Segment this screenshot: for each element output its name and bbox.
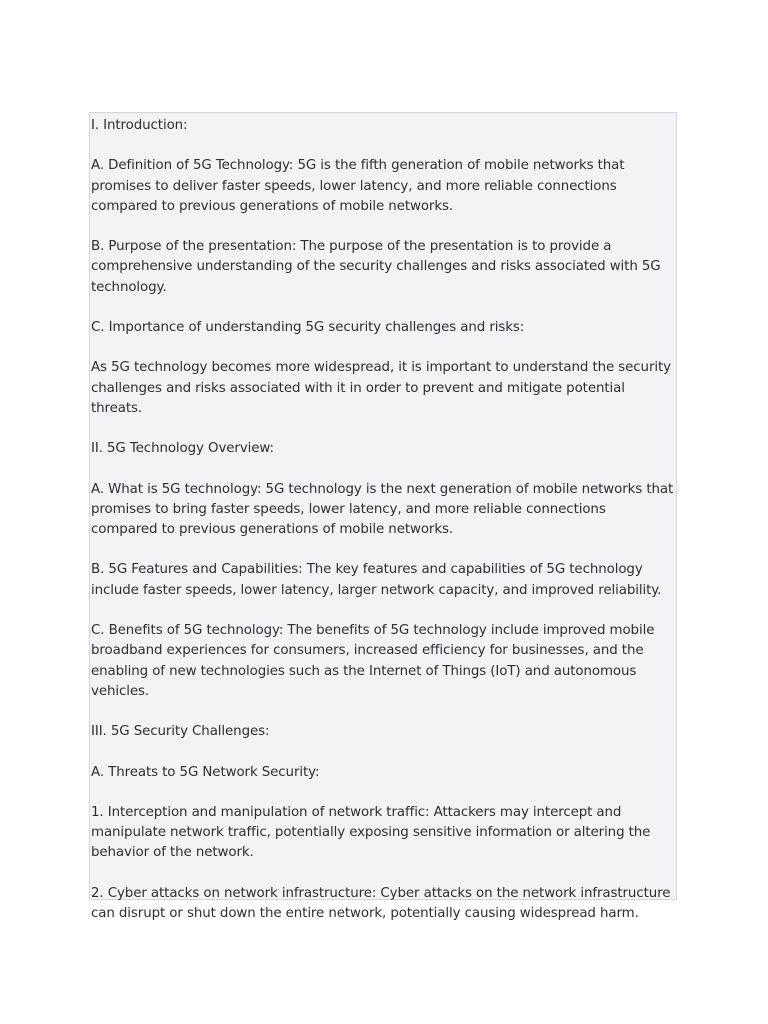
document-text-box	[89, 112, 677, 922]
paragraph-purpose: B. Purpose of the presentation: The purpose of the presentation is to provide a comprehensive understanding of the security challenges and risks associated with 5G technology.	[91, 239, 661, 295]
section-heading-overview: II. 5G Technology Overview:	[91, 441, 274, 457]
paragraph-features: B. 5G Features and Capabilities: The key features and capabilities of 5G technology include faster speeds, lower latency, larger network capacity, and improved reliability.	[91, 562, 662, 598]
paragraph-benefits: C. Benefits of 5G technology: The benefits of 5G technology include improved mobile broadband experiences for consumers, increased efficiency for businesses, and the enabling of new technologies such as the Internet of Things (IoT) and autonomous vehicles.	[91, 623, 655, 699]
paragraph-threat-cyber-attacks: 2. Cyber attacks on network infrastructure: Cyber attacks on the network infrastructure can disrupt or shut down the entire network, potentially causing widespread harm.	[91, 885, 671, 922]
paragraph-importance-body: As 5G technology becomes more widespread, it is important to understand the security challenges and risks associated with it in order to prevent and mitigate potential threats.	[91, 360, 671, 416]
section-heading-security-challenges: III. 5G Security Challenges:	[91, 724, 270, 740]
paragraph-what-is-5g: A. What is 5G technology: 5G technology is the next generation of mobile networks that promises to bring faster speeds, lower latency, and more reliable connections compared to previous generations of mobile networks.	[91, 481, 674, 538]
section-heading-introduction: I. Introduction:	[91, 118, 188, 133]
paragraph-definition-5g: A. Definition of 5G Technology: 5G is the fifth generation of mobile networks that promises to deliver faster speeds, lower latency, and more reliable connections compared to previous generations of mobile networks.	[91, 158, 625, 214]
paragraph-threat-interception: 1. Interception and manipulation of network traffic: Attackers may intercept and manipulate network traffic, potentially exposing sensitive information or altering the behavior of the network.	[91, 804, 651, 861]
paragraph-importance-heading: C. Importance of understanding 5G security challenges and risks:	[91, 320, 525, 336]
paragraph-threats-heading: A. Threats to 5G Network Security:	[91, 764, 320, 780]
